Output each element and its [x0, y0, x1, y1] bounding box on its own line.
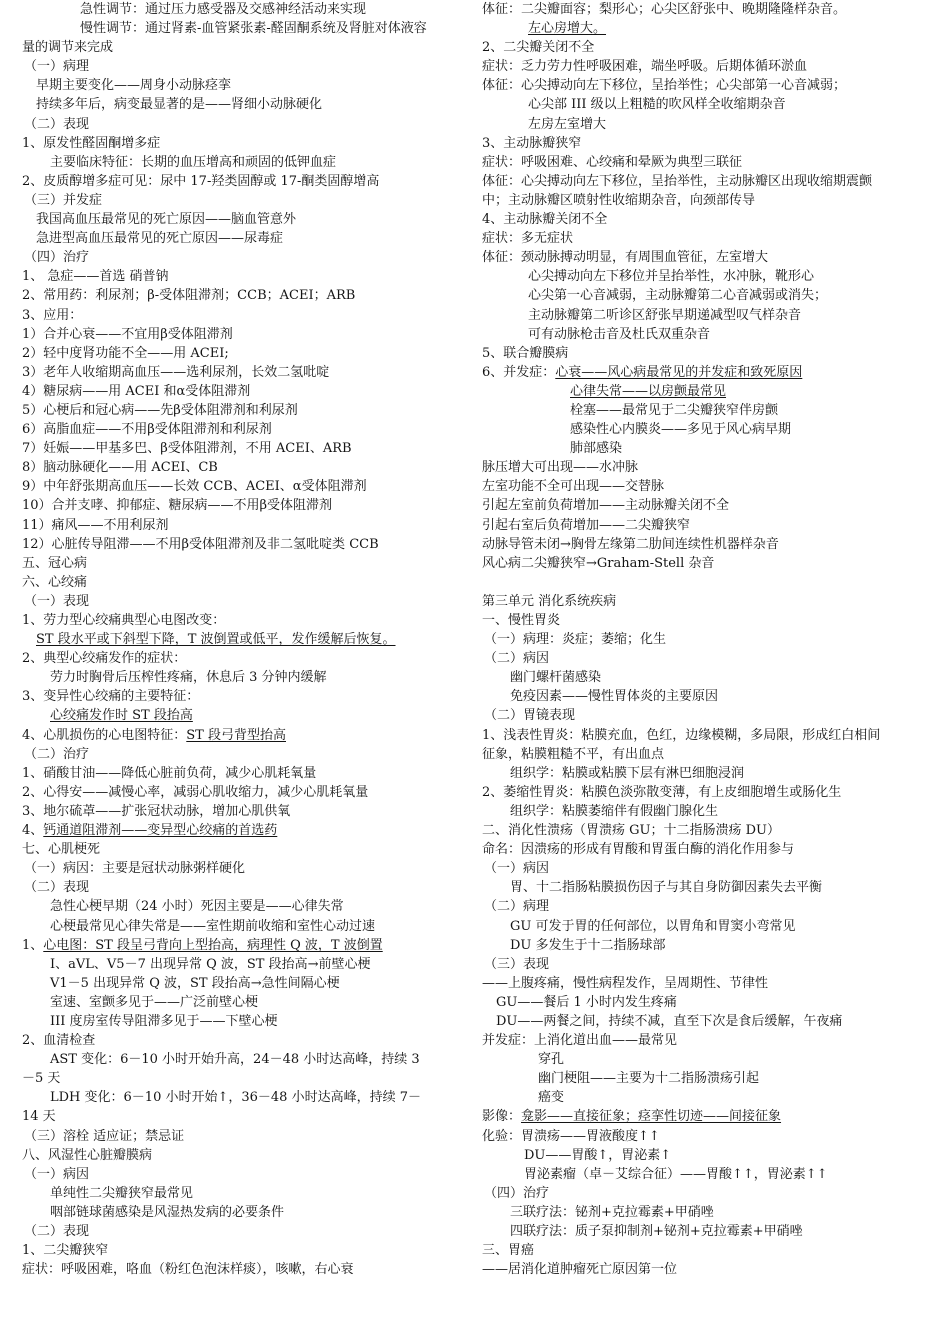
text-line: 主要临床特征：长期的血压增高和顽固的低钾血症 [50, 154, 337, 170]
text-line: 影像：龛影——直接征象；痉挛性切迹——间接征象 [482, 1109, 782, 1125]
text-line: 4、主动脉瓣关闭不全 [482, 212, 608, 228]
text-line: （一）病理 [24, 59, 90, 75]
text-line: 体征：二尖瓣面容；梨形心；心尖区舒张中、晚期隆隆样杂音。 [482, 2, 847, 17]
text-line: 劳力时胸骨后压榨性疼痛，休息后 3 分钟内缓解 [50, 670, 327, 686]
text-line: 左心房增大。 [528, 21, 607, 37]
text-line: 感染性心内膜炎——多见于风心病早期 [570, 422, 792, 438]
left-column [22, 0, 462, 1279]
text-line: 1、心电图：ST 段呈弓背向上型抬高，病理性 Q 波，T 波倒置 [22, 937, 383, 953]
text-line: 三联疗法：铋剂+克拉霉素+甲硝唑 [510, 1204, 714, 1220]
text-line: 中；主动脉瓣区喷射性收缩期杂音，向颈部传导 [482, 192, 756, 208]
text-line: 体征：心尖搏动向左下移位，呈抬举性，主动脉瓣区出现收缩期震颤 [482, 173, 873, 189]
text-line: 体征：颈动脉搏动明显，有周围血管征，左室增大 [482, 250, 769, 266]
text-line: （一）病因：主要是冠状动脉粥样硬化 [24, 861, 246, 877]
text-line: 2、萎缩性胃炎：粘膜色淡弥散变薄，有上皮细胞增生或肠化生 [482, 784, 842, 800]
text-line: 肺部感染 [570, 441, 623, 457]
text-line: 左室功能不全可出现——交替脉 [482, 479, 665, 495]
text-line: 命名：因溃疡的形成有胃酸和胃蛋白酶的消化作用参与 [482, 842, 795, 858]
underlined-text: 龛影——直接征象；痉挛性切迹——间接征象 [521, 1109, 782, 1125]
text-line: 1）合并心衰——不宜用β受体阻滞剂 [22, 326, 233, 342]
text-line: 6）高脂血症——不用β受体阻滞剂和利尿剂 [22, 422, 272, 438]
text-line: 我国高血压最常见的死亡原因——脑血管意外 [36, 212, 297, 228]
text-line: （二）胃镜表现 [484, 708, 576, 724]
text-line: 五、冠心病 [22, 555, 88, 571]
text-line: 症状：多无症状 [482, 231, 574, 247]
text-line: （一）病因 [24, 1166, 90, 1182]
underlined-text: 心衰——风心病最常见的并发症和致死原因 [555, 364, 803, 380]
text-line: 2、典型心绞痛发作的症状： [22, 651, 187, 667]
text-line: 2、血清检查 [22, 1033, 96, 1049]
text-line: AST 变化：6－10 小时开始升高，24－48 小时达高峰，持续 3 [50, 1052, 420, 1068]
text-line: 1、二尖瓣狭窄 [22, 1243, 109, 1259]
text-line: 癌变 [538, 1090, 565, 1106]
text-line: 11）痛风——不用利尿剂 [22, 517, 169, 533]
text-line: （二）病因 [484, 651, 550, 667]
text-line: 症状：乏力劳力性呼吸困难，端坐呼吸。后期体循环淤血 [482, 59, 808, 75]
text-line: 2、心得安——减慢心率，减弱心肌收缩力，减少心肌耗氧量 [22, 784, 369, 800]
text-line: 9）中年舒张期高血压——长效 CCB、ACEI、α受体阻滞剂 [22, 479, 367, 495]
text-line: 六、心绞痛 [22, 574, 88, 590]
text-line: 幽门梗阻——主要为十二指肠溃疡引起 [538, 1071, 760, 1087]
text-line: 左房左室增大 [528, 116, 607, 132]
text-line: 量的调节来完成 [22, 40, 114, 56]
text-line: LDH 变化：6－10 小时开始↑，36－48 小时达高峰，持续 7－ [50, 1090, 421, 1106]
text-line: 心尖部 III 级以上粗糙的吹风样全收缩期杂音 [528, 97, 786, 113]
text-line: （三）表现 [484, 956, 550, 972]
text-line: 急性调节：通过压力感受器及交感神经活动来实现 [80, 2, 367, 17]
text-line: （一）表现 [24, 593, 90, 609]
text-line: V1－5 出现异常 Q 波，ST 段抬高→急性间隔心梗 [50, 975, 340, 991]
text-line: 三、胃癌 [482, 1243, 535, 1259]
text-line: 3、应用： [22, 307, 83, 323]
text-line: 3）老年人收缩期高血压——选利尿剂，长效二氢吡啶 [22, 364, 330, 380]
underlined-text: ST 段弓背型抬高 [186, 727, 286, 743]
text-line: 3、变异性心绞痛的主要特征： [22, 689, 200, 705]
text-line: 3、主动脉瓣狭窄 [482, 135, 582, 151]
text-line: DU——两餐之间，持续不减，直至下次是食后缓解，午夜痛 [496, 1013, 843, 1029]
text-line: 咽部链球菌感染是风湿热发病的必要条件 [50, 1204, 285, 1220]
text-line: DU——胃酸↑，胃泌素↑ [524, 1147, 672, 1163]
text-line: （一）病因 [484, 861, 550, 877]
text-line: 1、原发性醛固酮增多症 [22, 135, 161, 151]
text-line: 脉压增大可出现——水冲脉 [482, 460, 639, 476]
text-line: 免疫因素——慢性胃体炎的主要原因 [510, 689, 719, 705]
text-line: 主动脉瓣第二听诊区舒张早期递减型叹气样杂音 [528, 307, 802, 323]
text-line: 5、联合瓣膜病 [482, 345, 569, 361]
text-line: 心律失常——以房颤最常见 [570, 383, 727, 399]
text-line: 四联疗法：质子泵抑制剂+铋剂+克拉霉素+甲硝唑 [510, 1224, 803, 1239]
text-line: 风心病二尖瓣狭窄→Graham-Stell 杂音 [482, 555, 715, 571]
text-line: 2、皮质醇增多症可见：尿中 17-羟类固醇或 17-酮类固醇增高 [22, 173, 380, 189]
text-line: 引起左室前负荷增加——主动脉瓣关闭不全 [482, 498, 730, 514]
text-line: 栓塞——最常见于二尖瓣狭窄伴房颤 [570, 402, 779, 418]
text-line: ——上腹疼痛，慢性病程发作，呈周期性、节律性 [482, 975, 769, 991]
text-line: （二）表现 [24, 1224, 90, 1239]
text-line: 5）心梗后和冠心病——先β受体阻滞剂和利尿剂 [22, 402, 298, 418]
text-line: ——居消化道肿瘤死亡原因第一位 [482, 1262, 678, 1278]
text-line: 二、消化性溃疡（胃溃疡 GU；十二指肠溃疡 DU） [482, 823, 780, 839]
underlined-text: 心电图：ST 段呈弓背向上型抬高，病理性 Q 波，T 波倒置 [43, 937, 383, 953]
text-line: 体征：心尖搏动向左下移位，呈抬举性；心尖部第一心音减弱； [482, 78, 847, 94]
text-line: 引起右室后负荷增加——二尖瓣狭窄 [482, 517, 691, 533]
text-line: 一、慢性胃炎 [482, 613, 561, 628]
text-line: （二）病理 [484, 899, 550, 915]
text-line: 心绞痛发作时 ST 段抬高 [50, 708, 193, 724]
text-line: 慢性调节：通过肾素-血管紧张素-醛固酮系统及肾脏对体液容 [80, 21, 427, 37]
text-line: 10）合并支哮、抑郁症、糖尿病——不用β受体阻滞剂 [22, 498, 333, 514]
text-line: 4、心肌损伤的心电图特征：ST 段弓背型抬高 [22, 727, 286, 743]
text-line: 心尖第一心音减弱，主动脉瓣第二心音减弱或消失； [528, 288, 828, 304]
text-line: 组织学：粘膜萎缩伴有假幽门腺化生 [510, 803, 719, 819]
text-line: 心尖搏动向左下移位并呈抬举性，水冲脉，靴形心 [528, 269, 815, 285]
text-line: （二）治疗 [24, 746, 90, 762]
text-line: －5 天 [22, 1071, 61, 1087]
text-line: 胃、十二指肠粘膜损伤因子与其自身防御因素失去平衡 [510, 880, 823, 896]
text-line: ST 段水平或下斜型下降，T 波倒置或低平，发作缓解后恢复。 [36, 632, 396, 648]
underlined-text: 钙通道阻滞剂——变异型心绞痛的首选药 [43, 823, 278, 839]
text-line: 7）妊娠——甲基多巴、β受体阻滞剂，不用 ACEI、ARB [22, 441, 352, 457]
text-line: 12）心脏传导阻滞——不用β受体阻滞剂及非二氢吡啶类 CCB [22, 536, 379, 552]
text-line: 心梗最常见心律失常是——室性期前收缩和室性心动过速 [50, 918, 376, 934]
blank-line [482, 573, 930, 592]
text-line: 症状：呼吸困难，咯血（粉红色泡沫样痰），咳嗽，右心衰 [22, 1262, 354, 1278]
text-line: 2、二尖瓣关闭不全 [482, 40, 595, 56]
text-line: 2）轻中度肾功能不全——用 ACEI; [22, 345, 229, 361]
text-line: 4、钙通道阻滞剂——变异型心绞痛的首选药 [22, 823, 278, 839]
text-line: 1、浅表性胃炎：粘膜充血，色红，边缘模糊，多局限，形成红白相间 [482, 727, 881, 743]
text-line: 急性心梗早期（24 小时）死因主要是——心律失常 [50, 899, 344, 915]
text-line: 八、风湿性心脏瓣膜病 [22, 1147, 153, 1163]
text-line: 化验：胃溃疡——胃液酸度↑↑ [482, 1128, 660, 1144]
text-line: 胃泌素瘤（卓－艾综合征）——胃酸↑↑，胃泌素↑↑ [524, 1166, 828, 1182]
text-line: 幽门螺杆菌感染 [510, 670, 602, 686]
text-line: GU 可发于胃的任何部位，以胃角和胃窦小弯常见 [510, 918, 796, 934]
text-line: 4）糖尿病——用 ACEI 和α受体阻滞剂 [22, 383, 251, 399]
text-line: 6、并发症：心衰——风心病最常见的并发症和致死原因 [482, 364, 803, 380]
text-line: 动脉导管未闭→胸骨左缘第二肋间连续性机器样杂音 [482, 536, 779, 552]
text-line: 组织学：粘膜或粘膜下层有淋巴细胞浸润 [510, 765, 745, 781]
text-line: 8）脑动脉硬化——用 ACEI、CB [22, 460, 218, 476]
text-line: 七、心肌梗死 [22, 842, 101, 858]
text-line: 2、常用药：利尿剂；β-受体阻滞剂；CCB；ACEI；ARB [22, 288, 356, 304]
text-line: DU 多发生于十二指肠球部 [510, 937, 666, 953]
right-column [482, 0, 930, 1279]
text-line: I、aVL、V5－7 出现异常 Q 波，ST 段抬高→前壁心梗 [50, 956, 371, 972]
text-line: 早期主要变化——周身小动脉痉挛 [36, 78, 232, 94]
text-line: 1、劳力型心绞痛典型心电图改变： [22, 613, 226, 628]
text-line: （三）并发症 [24, 192, 103, 208]
text-line: 室速、室颤多见于——广泛前壁心梗 [50, 994, 259, 1010]
text-line: （二）表现 [24, 116, 90, 132]
text-line: 第三单元 消化系统疾病 [482, 593, 617, 609]
text-line: GU——餐后 1 小时内发生疼痛 [496, 994, 677, 1010]
text-line: 单纯性二尖瓣狭窄最常见 [50, 1185, 194, 1201]
text-line: 1、硝酸甘油——降低心脏前负荷，减少心肌耗氧量 [22, 765, 317, 781]
text-line: 症状：呼吸困难、心绞痛和晕厥为典型三联征 [482, 154, 743, 170]
text-line: 14 天 [22, 1109, 56, 1125]
text-line: 穿孔 [538, 1052, 565, 1068]
text-line: 1、 急症——首选 硝普钠 [22, 269, 169, 285]
text-line: （四）治疗 [24, 250, 90, 266]
text-line: （一）病理：炎症；萎缩；化生 [484, 632, 667, 648]
text-line: 可有动脉枪击音及杜氏双重杂音 [528, 326, 711, 342]
text-line: 持续多年后，病变最显著的是——肾细小动脉硬化 [36, 97, 323, 113]
text-line: （三）溶栓 适应证；禁忌证 [24, 1128, 185, 1144]
text-line: 征象，粘膜粗糙不平，有出血点 [482, 746, 665, 762]
text-line: （二）表现 [24, 880, 90, 896]
text-line: III 度房室传导阻滞多见于——下壁心梗 [50, 1013, 278, 1029]
text-line: 并发症：上消化道出血——最常见 [482, 1033, 678, 1049]
text-line: 3、地尔硫䓬——扩张冠状动脉，增加心肌供氧 [22, 803, 291, 819]
text-line: 急进型高血压最常见的死亡原因——尿毒症 [36, 231, 284, 247]
text-line: （四）治疗 [484, 1185, 550, 1201]
